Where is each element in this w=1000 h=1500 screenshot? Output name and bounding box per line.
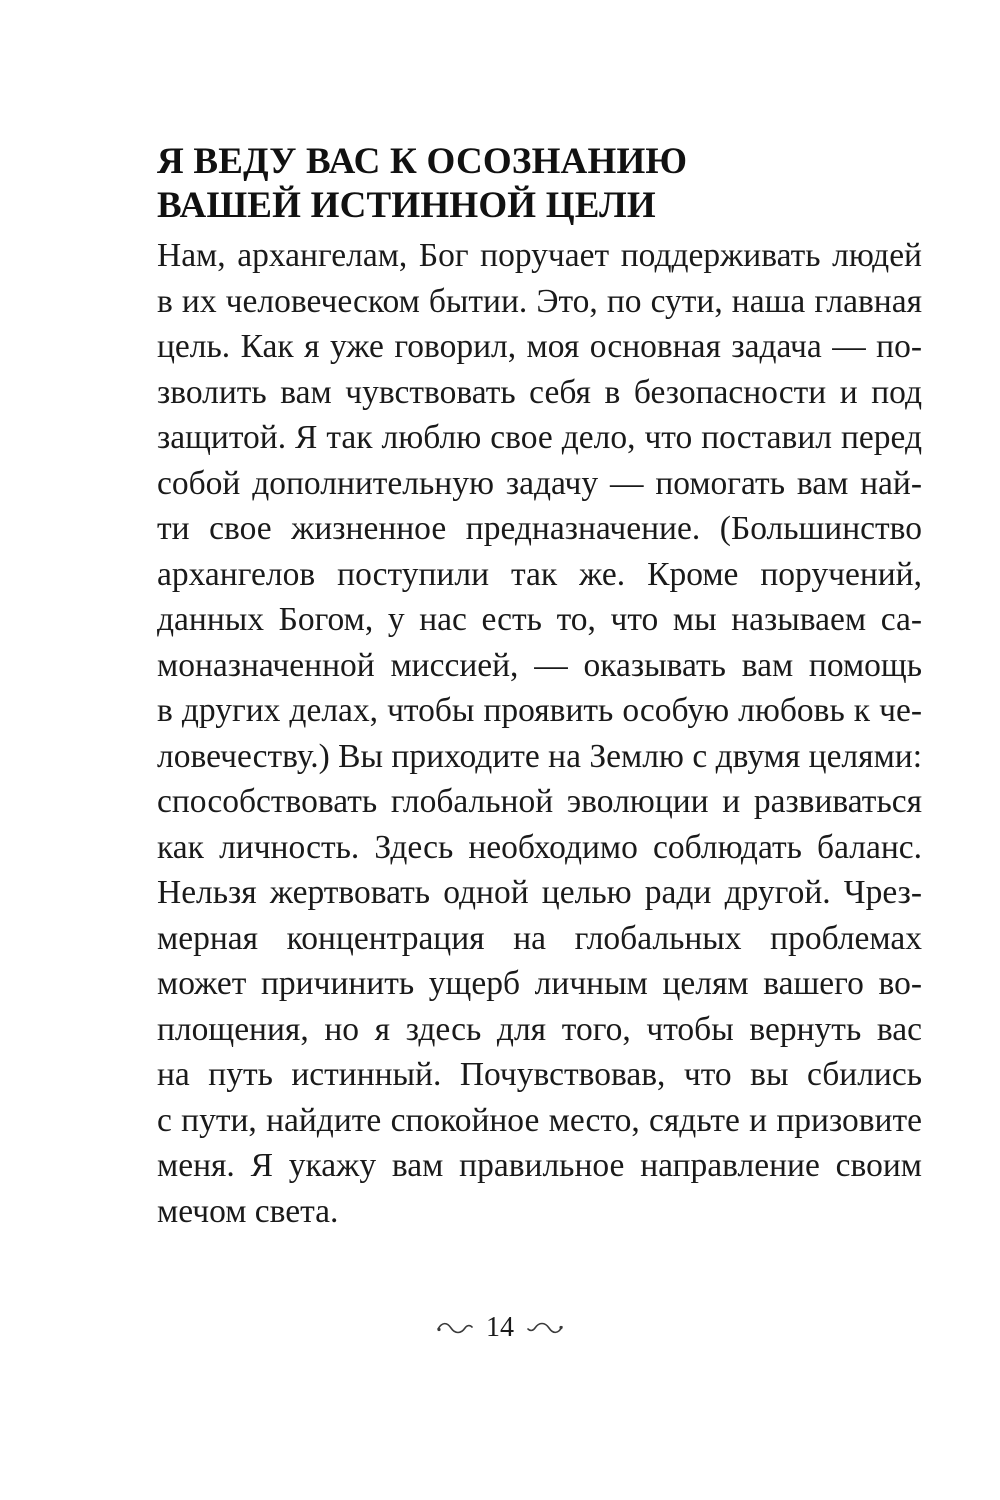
- page-number: 14: [486, 1312, 514, 1343]
- body-paragraph: [157, 233, 922, 1234]
- page-folio: [0, 1308, 1000, 1348]
- paragraph-line: площения, но я здесь для того, чтобы вернуть вас: [157, 1010, 922, 1048]
- paragraph-line: в их человеческом бытии. Это, по сути, наша главная: [157, 282, 922, 320]
- paragraph-line: может причинить ущерб личным целям вашего во-: [157, 965, 922, 1002]
- paragraph-line: Нам, архангелам, Бог поручает поддерживать людей: [157, 237, 922, 274]
- paragraph-line: с пути, найдите спокойное место, сядьте и призовите: [157, 1101, 922, 1139]
- swash-flourish-icon: [526, 1320, 564, 1336]
- paragraph-line-last: мечом света.: [157, 1192, 339, 1230]
- paragraph-line: архангелов поступили так же. Кроме поручений,: [157, 555, 922, 593]
- paragraph-line: ти свое жизненное предназначение. (Большинство: [157, 510, 922, 547]
- paragraph-line: как личность. Здесь необходимо соблюдать баланс.: [157, 828, 922, 866]
- section-heading: [157, 140, 857, 228]
- paragraph-line: данных Богом, у нас есть то, что мы называем са-: [157, 601, 922, 638]
- paragraph-line: мерная концентрация на глобальных проблемах: [157, 919, 922, 957]
- paragraph-line: ловечеству.) Вы приходите на Землю с двумя целями:: [157, 737, 922, 775]
- swash-flourish-icon: [436, 1320, 474, 1336]
- paragraph-line: способствовать глобальной эволюции и развиваться: [157, 783, 922, 820]
- paragraph-line: в других делах, чтобы проявить особую любовь к че-: [157, 692, 922, 729]
- heading-line: ВАШЕЙ ИСТИННОЙ ЦЕЛИ: [157, 185, 656, 226]
- paragraph-line: защитой. Я так люблю свое дело, что поставил перед: [157, 419, 922, 456]
- heading-line: Я ВЕДУ ВАС К ОСОЗНАНИЮ: [157, 141, 688, 182]
- paragraph-line: цель. Как я уже говорил, моя основная задача — по-: [157, 328, 922, 365]
- paragraph-line: Нельзя жертвовать одной целью ради другой. Чрез-: [157, 874, 922, 911]
- paragraph-line: собой дополнительную задачу — помогать вам най-: [157, 464, 922, 502]
- paragraph-line: меня. Я укажу вам правильное направление своим: [157, 1147, 922, 1184]
- paragraph-line: зволить вам чувствовать себя в безопасности и под: [157, 373, 922, 411]
- paragraph-line: моназначенной миссией, — оказывать вам помощь: [157, 646, 922, 684]
- paragraph-line: на путь истинный. Почувствовав, что вы сбились: [157, 1056, 922, 1093]
